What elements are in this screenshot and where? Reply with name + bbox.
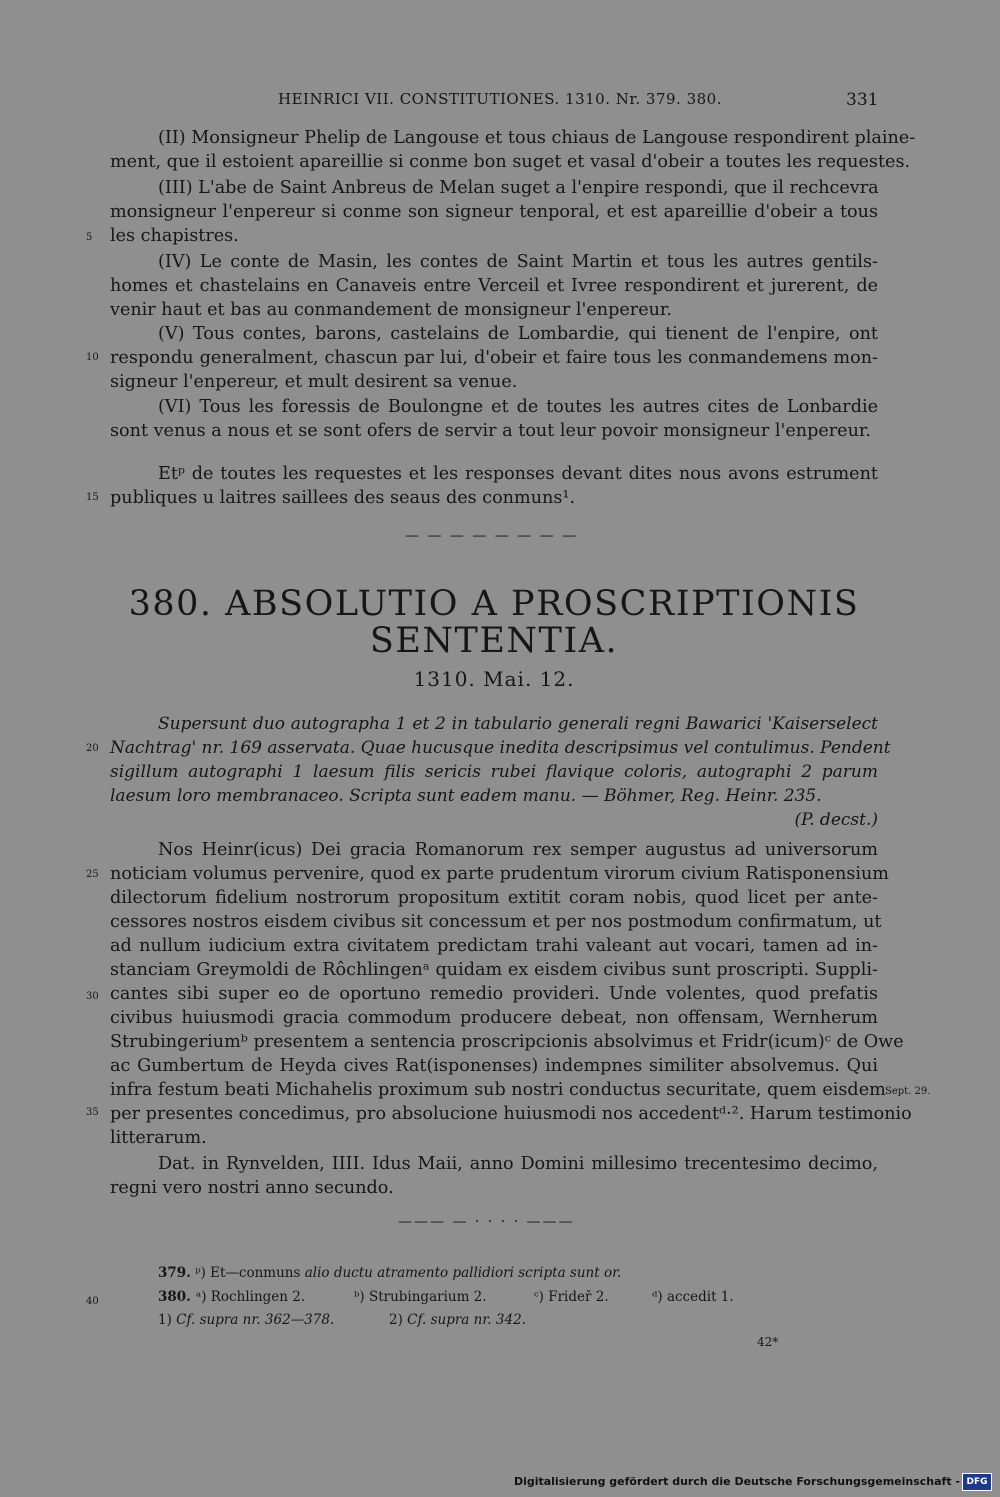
text-line: (IV) Le conte de Masin, les contes de Saint Martin et tous les autres gentils- [158, 252, 878, 272]
footnote-380-d: ᵈ) accedit 1. [652, 1289, 734, 1305]
reference-footnote-2: 2) Cf. supra nr. 342. [389, 1312, 526, 1328]
prev-paragraph-vi [110, 395, 878, 443]
line-number: 30 [86, 991, 99, 1002]
text-line: (III) L'abe de Saint Anbreus de Melan suget a l'enpire respondi, que il rechcevra [158, 178, 879, 198]
line-number: 35 [86, 1107, 99, 1118]
line-number: 25 [86, 869, 99, 880]
text-line: (VI) Tous les foressis de Boulongne et de toutes les autres cites de Lonbardie [158, 397, 878, 417]
signature-mark: 42* [757, 1335, 779, 1349]
footnote-379 [158, 1265, 621, 1281]
text-line: cantes sibi super eo de oportuno remedio provideri. Unde volentes, quod prefatis [110, 984, 878, 1004]
text-line: ac Gumbertum de Heyda cives Rat(isponenses) indempnes similiter absolvemus. Qui [110, 1056, 878, 1076]
footnote-380-b: ᵇ) Strubingarium 2. [354, 1289, 487, 1305]
text-line: monsigneur l'enpereur si conme son signeur tenporal, et est apareillie d'obeir a tous [110, 202, 878, 222]
text-line: Dat. in Rynvelden, IIII. Idus Maii, anno Domini millesimo trecentesimo decimo, [158, 1154, 878, 1174]
editor-note: (P. decst.) [794, 810, 878, 830]
line-number: 40 [86, 1296, 99, 1307]
reference-footnote-1: 1) Cf. supra nr. 362—378. [158, 1312, 335, 1328]
text-line: regni vero nostri anno secundo. [110, 1178, 394, 1198]
document-title-line2: SENTENTIA. [369, 621, 619, 661]
text-line: Nachtrag' nr. 169 asservata. Quae hucusque inedita descripsimus vel contulimus. Pendent [110, 738, 891, 758]
text-line: sont venus a nous et se sont ofers de servir a tout leur povoir monsigneur l'enpereur. [110, 421, 871, 441]
text-line: stanciam Greymoldi de Rôchlingenᵃ quidam ex eisdem civibus sunt proscripti. Suppli- [110, 960, 878, 980]
footnote-number: 379. [158, 1265, 191, 1281]
text-line: dilectorum fidelium nostrorum propositum extitit coram nobis, quod licet per ante- [110, 888, 878, 908]
running-header: HEINRICI VII. CONSTITUTIONES. 1310. Nr. 379. 380. [278, 90, 722, 108]
prev-paragraph-ii [110, 126, 916, 174]
text-line: per presentes concedimus, pro absolucione huiusmodi nos accedentᵈ·². Harum testimonio [110, 1104, 912, 1124]
footnote-380-c: ᶜ) Frideř 2. [534, 1289, 609, 1305]
line-number: 15 [86, 492, 99, 503]
footnote-380-number: 380. [158, 1289, 191, 1305]
text-line: infra festum beati Michahelis proximum sub nostri conductus securitate, quem eisdem [110, 1080, 886, 1100]
text-line: noticiam volumus pervenire, quod ex parte prudentum virorum civium Ratisponensium [110, 864, 889, 884]
text-line: les chapistres. [110, 226, 239, 246]
text-line: sigillum autographi 1 laesum filis sericis rubei flavique coloris, autographi 2 parum [110, 762, 878, 782]
line-number: 20 [86, 743, 99, 754]
text-line: cessores nostros eisdem civibus sit concessum et per nos postmodum confirmatum, ut [110, 912, 882, 932]
text-line: ad nullum iudicium extra civitatem predictam trahi valeant aut vocari, tamen ad in- [110, 936, 878, 956]
page-number: 331 [846, 90, 879, 110]
source-description [110, 712, 891, 808]
text-line: respondu generalment, chascun par lui, d'obeir et faire tous les conmandemens mon- [110, 348, 878, 368]
text-line: Nos Heinr(icus) Dei gracia Romanorum rex semper augustus ad universorum [158, 840, 878, 860]
text-line: publiques u laitres saillees des seaus des conmuns¹. [110, 488, 576, 508]
margin-date: Sept. 29. [885, 1086, 931, 1097]
prev-paragraph-iii [110, 176, 878, 248]
text-line: ment, que il estoient apareillie si conme bon suget et vasal d'obeir a toutes les requestes. [110, 152, 911, 172]
text-line: civibus huiusmodi gracia commodum producere debeat, non offensam, Wernherum [110, 1008, 878, 1028]
prev-paragraph-iv [110, 250, 878, 322]
line-number: 10 [86, 352, 99, 363]
section-separator: — — — — — — — — [405, 528, 579, 544]
prev-paragraph-v [110, 322, 878, 394]
document-date: 1310. Mai. 12. [413, 667, 575, 691]
text-line: laesum loro membranaceo. Scripta sunt eadem manu. — Böhmer, Reg. Heinr. 235. [110, 786, 822, 806]
footnote-380-a: ᵃ) Rochlingen 2. [196, 1289, 306, 1305]
footnote-text: ᵖ) Et—conmuns [195, 1265, 301, 1281]
text-line: signeur l'enpereur, et mult desirent sa venue. [110, 372, 518, 392]
section-separator: ——— — · · · · ——— [398, 1214, 575, 1230]
text-line: Strubingeriumᵇ presentem a sentencia proscripcionis absolvimus et Fridr(icum)ᶜ de Owe [110, 1032, 904, 1052]
text-line: venir haut et bas au conmandement de monsigneur l'enpereur. [110, 300, 673, 320]
dating-clause [110, 1152, 878, 1200]
dfg-logo-icon[interactable]: DFG [962, 1473, 992, 1491]
line-number: 5 [86, 232, 93, 243]
text-line: (V) Tous contes, barons, castelains de Lombardie, qui tienent de l'enpire, ont [158, 324, 878, 344]
text-line: Etᵖ de toutes les requestes et les responses devant dites nous avons estrument [158, 464, 878, 484]
text-line: (II) Monsigneur Phelip de Langouse et tous chiaus de Langouse respondirent plaine- [158, 128, 916, 148]
dfg-credit-link[interactable]: Digitalisierung gefördert durch die Deutsche Forschungsgemeinschaft - [513, 1475, 960, 1488]
prev-paragraph-et [110, 462, 878, 510]
footnote-italic: alio ductu atramento pallidiori scripta sunt or. [304, 1265, 622, 1281]
text-line: Supersunt duo autographa 1 et 2 in tabulario generali regni Bawarici 'Kaiserselect [158, 714, 878, 734]
text-line: homes et chastelains en Canaveis entre Verceil et Ivree respondirent et jurerent, de [110, 276, 878, 296]
document-title: 380. ABSOLUTIO A PROSCRIPTIONIS [128, 584, 860, 624]
text-line: litterarum. [110, 1128, 207, 1148]
